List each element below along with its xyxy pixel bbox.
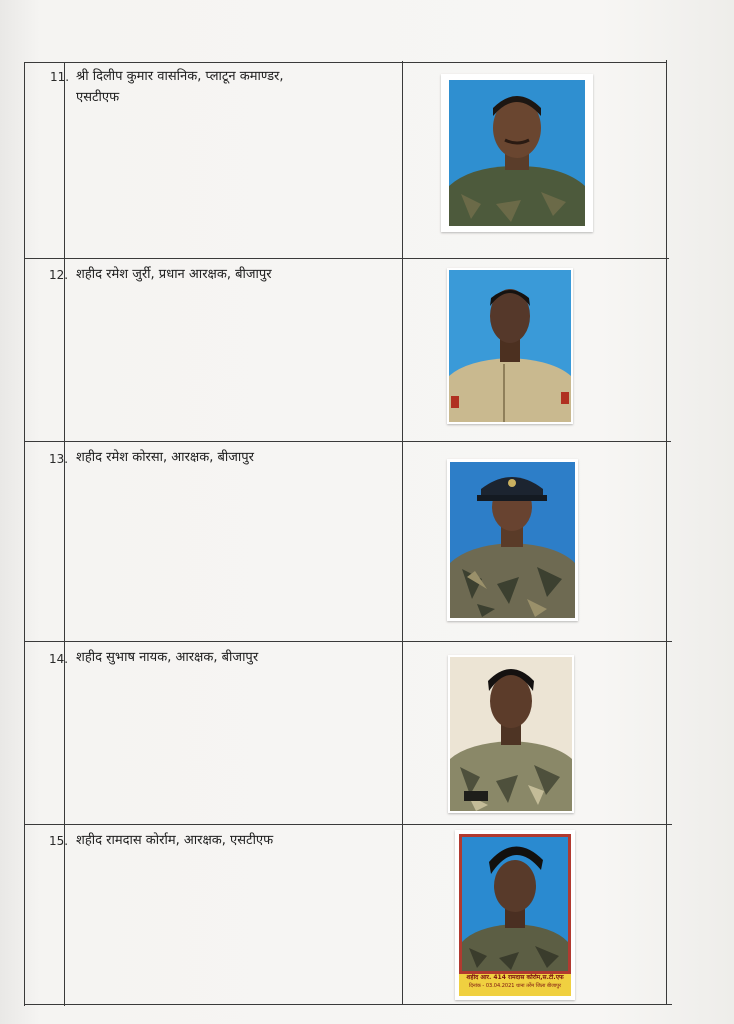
portrait-photo	[448, 655, 574, 813]
portrait-photo	[441, 74, 593, 232]
entry-text-line1: शहीद रमेश कोरसा, आरक्षक, बीजापुर	[76, 450, 254, 465]
entry-text-line1: श्री दिलीप कुमार वासनिक, प्लाटून कमाण्डर,	[76, 69, 284, 84]
row-border-2	[24, 441, 671, 442]
entry-number: 15.	[49, 834, 69, 848]
photo-caption-line2: दिनांक - 03.04.2021 थाना तर्रेम जिला बीजापुर	[468, 983, 561, 989]
portrait-photo	[447, 268, 573, 424]
entry-number: 13.	[49, 452, 69, 466]
entry-text-line1: शहीद रामदास कोर्राम, आरक्षक, एसटीएफ	[76, 833, 274, 848]
table-left-border	[24, 62, 25, 1006]
entry-text	[76, 66, 396, 108]
entry-number: 11.	[50, 70, 70, 84]
photo-column-divider	[402, 61, 403, 1005]
number-column-divider	[64, 62, 65, 1006]
portrait-photo	[447, 459, 578, 621]
entry-text	[76, 264, 396, 285]
row-border-3	[24, 641, 672, 642]
photo-caption	[459, 974, 571, 996]
photo-caption-line1: शहीद आर. 414 रामदास कोर्राम,स.टी.एफ	[466, 974, 564, 981]
table-right-border	[666, 60, 667, 1004]
entry-text	[76, 830, 396, 851]
entry-text-line1: शहीद रमेश जुर्री, प्रधान आरक्षक, बीजापुर	[76, 267, 272, 282]
row-border-4	[24, 824, 672, 825]
entry-text	[76, 647, 396, 668]
entry-text-line1: शहीद सुभाष नायक, आरक्षक, बीजापुर	[76, 650, 259, 665]
row-border-bottom	[24, 1004, 672, 1005]
entry-text-line2: एसटीएफ	[76, 90, 120, 105]
row-border-1	[24, 258, 669, 259]
entry-number: 14.	[49, 652, 69, 666]
entry-text	[76, 447, 396, 468]
entry-number: 12.	[49, 268, 69, 282]
portrait-photo	[455, 830, 575, 1000]
row-border-top	[24, 62, 667, 63]
